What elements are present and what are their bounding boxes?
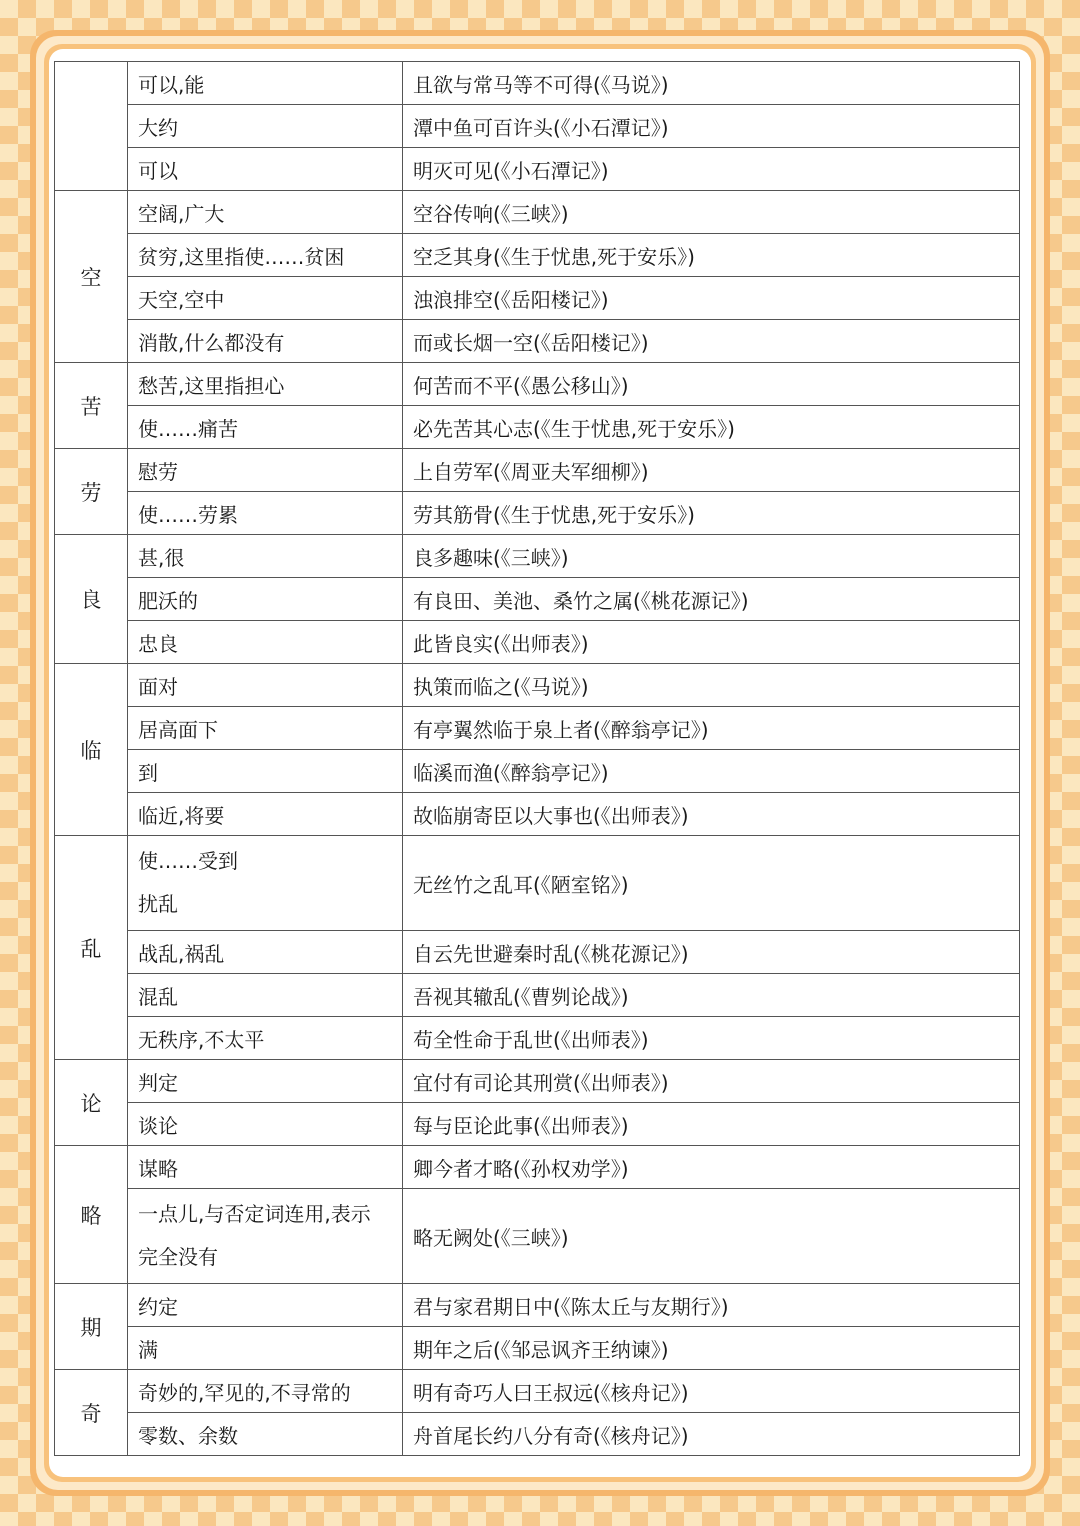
- headword-cell: 期: [55, 1284, 128, 1370]
- table-row: [55, 1413, 1020, 1456]
- table-row: [55, 449, 1020, 492]
- example-cell: 略无阙处(《三峡》): [403, 1189, 1020, 1284]
- meaning-text: 混乱: [138, 984, 178, 1009]
- table-row: [55, 1017, 1020, 1060]
- meaning-text: 忠良: [138, 631, 178, 656]
- meaning-cell: [128, 492, 403, 535]
- table-row: [55, 191, 1020, 234]
- meaning-text: 消散,什么都没有: [138, 330, 285, 355]
- table-row: [55, 750, 1020, 793]
- table-row: [55, 1327, 1020, 1370]
- meaning-cell: [128, 1370, 403, 1413]
- example-cell: 无丝竹之乱耳(《陋室铭》): [403, 836, 1020, 931]
- table-row: [55, 1370, 1020, 1413]
- meaning-text: 愁苦,这里指担心: [138, 373, 285, 398]
- meaning-text: 可以: [138, 158, 178, 183]
- table-row: [55, 277, 1020, 320]
- table-row: [55, 148, 1020, 191]
- headword-cell: 论: [55, 1060, 128, 1146]
- vocab-table-body: [55, 62, 1020, 1456]
- meaning-cell: [128, 1284, 403, 1327]
- example-cell: 吾视其辙乱(《曹刿论战》): [403, 974, 1020, 1017]
- meaning-cell: [128, 1060, 403, 1103]
- example-cell: 此皆良实(《出师表》): [403, 621, 1020, 664]
- meaning-text: 可以,能: [138, 72, 205, 97]
- meaning-text: 甚,很: [138, 545, 185, 570]
- example-cell: 而或长烟一空(《岳阳楼记》): [403, 320, 1020, 363]
- meaning-cell: [128, 1017, 403, 1060]
- table-row: [55, 62, 1020, 105]
- example-cell: 每与臣论此事(《出师表》): [403, 1103, 1020, 1146]
- headword-cell: 奇: [55, 1370, 128, 1456]
- example-cell: 必先苦其心志(《生于忧患,死于安乐》): [403, 406, 1020, 449]
- headword-cell: 苦: [55, 363, 128, 449]
- example-cell: 执策而临之(《马说》): [403, 664, 1020, 707]
- example-cell: 有良田、美池、桑竹之属(《桃花源记》): [403, 578, 1020, 621]
- table-row: [55, 1060, 1020, 1103]
- table-row: [55, 492, 1020, 535]
- headword-cell: 临: [55, 664, 128, 836]
- table-row: [55, 578, 1020, 621]
- meaning-cell: [128, 1189, 403, 1284]
- example-cell: 故临崩寄臣以大事也(《出师表》): [403, 793, 1020, 836]
- example-cell: 上自劳军(《周亚夫军细柳》): [403, 449, 1020, 492]
- meaning-cell: [128, 191, 403, 234]
- meaning-text: 谋略: [138, 1156, 178, 1181]
- meaning-cell: [128, 535, 403, 578]
- meaning-text: 约定: [138, 1294, 178, 1319]
- example-cell: 舟首尾长约八分有奇(《核舟记》): [403, 1413, 1020, 1456]
- meaning-cell: [128, 1327, 403, 1370]
- table-row: [55, 931, 1020, 974]
- meaning-cell: [128, 664, 403, 707]
- example-cell: 明有奇巧人曰王叔远(《核舟记》): [403, 1370, 1020, 1413]
- table-row: [55, 836, 1020, 931]
- example-cell: 苟全性命于乱世(《出师表》): [403, 1017, 1020, 1060]
- example-cell: 君与家君期日中(《陈太丘与友期行》): [403, 1284, 1020, 1327]
- meaning-text: 零数、余数: [138, 1423, 238, 1448]
- table-row: [55, 1146, 1020, 1189]
- table-row: [55, 1284, 1020, 1327]
- meaning-cell: [128, 406, 403, 449]
- meaning-text: 居高面下: [138, 717, 218, 742]
- meaning-text: 无秩序,不太平: [138, 1027, 265, 1052]
- meaning-text: 使……劳累: [138, 502, 238, 527]
- meaning-cell: [128, 750, 403, 793]
- table-row: [55, 707, 1020, 750]
- meaning-cell: [128, 1103, 403, 1146]
- table-row: [55, 105, 1020, 148]
- meaning-cell: [128, 62, 403, 105]
- meaning-cell: [128, 234, 403, 277]
- meaning-cell: [128, 707, 403, 750]
- meaning-cell: [128, 578, 403, 621]
- table-row: [55, 621, 1020, 664]
- meaning-text: 贫穷,这里指使……贫困: [138, 244, 345, 269]
- headword-cell: 略: [55, 1146, 128, 1284]
- meaning-cell: [128, 105, 403, 148]
- meaning-text: 空阔,广大: [138, 201, 225, 226]
- headword-cell: 劳: [55, 449, 128, 535]
- example-cell: 劳其筋骨(《生于忧患,死于安乐》): [403, 492, 1020, 535]
- example-cell: 有亭翼然临于泉上者(《醉翁亭记》): [403, 707, 1020, 750]
- table-row: [55, 234, 1020, 277]
- meaning-text: 使……受到: [138, 849, 238, 873]
- meaning-cell: [128, 1413, 403, 1456]
- table-row: [55, 974, 1020, 1017]
- table-row: [55, 535, 1020, 578]
- example-cell: 明灭可见(《小石潭记》): [403, 148, 1020, 191]
- meaning-cell: [128, 363, 403, 406]
- table-row: [55, 320, 1020, 363]
- table-row: [55, 406, 1020, 449]
- example-cell: 临溪而渔(《醉翁亭记》): [403, 750, 1020, 793]
- meaning-cell: [128, 1146, 403, 1189]
- meaning-cell: [128, 148, 403, 191]
- example-cell: 卿今者才略(《孙权劝学》): [403, 1146, 1020, 1189]
- table-row: [55, 664, 1020, 707]
- headword-cell: 乱: [55, 836, 128, 1060]
- example-cell: 自云先世避秦时乱(《桃花源记》): [403, 931, 1020, 974]
- meaning-text: 面对: [138, 674, 178, 699]
- table-row: [55, 1189, 1020, 1284]
- meaning-text: 临近,将要: [138, 803, 225, 828]
- meaning-text: 奇妙的,罕见的,不寻常的: [138, 1380, 351, 1405]
- vocab-table: [54, 61, 1020, 1456]
- example-cell: 且欲与常马等不可得(《马说》): [403, 62, 1020, 105]
- example-cell: 良多趣味(《三峡》): [403, 535, 1020, 578]
- meaning-cell: [128, 621, 403, 664]
- table-row: [55, 793, 1020, 836]
- meaning-text: 肥沃的: [138, 588, 198, 613]
- meaning-cell: [128, 793, 403, 836]
- meaning-text: 一点儿,与否定词连用,表示: [138, 1202, 371, 1226]
- meaning-text: 战乱,祸乱: [138, 941, 225, 966]
- example-cell: 浊浪排空(《岳阳楼记》): [403, 277, 1020, 320]
- headword-cell: [55, 62, 128, 191]
- headword-cell: 良: [55, 535, 128, 664]
- meaning-cell: [128, 277, 403, 320]
- example-cell: 何苦而不平(《愚公移山》): [403, 363, 1020, 406]
- example-cell: 空谷传响(《三峡》): [403, 191, 1020, 234]
- meaning-text: 判定: [138, 1070, 178, 1095]
- meaning-text: 使……痛苦: [138, 416, 238, 441]
- meaning-cell: [128, 449, 403, 492]
- meaning-cell: [128, 836, 403, 931]
- table-row: [55, 363, 1020, 406]
- headword-cell: 空: [55, 191, 128, 363]
- meaning-cell: [128, 320, 403, 363]
- example-cell: 期年之后(《邹忌讽齐王纳谏》): [403, 1327, 1020, 1370]
- meaning-cell: [128, 974, 403, 1017]
- meaning-text: 大约: [138, 115, 178, 140]
- example-cell: 潭中鱼可百许头(《小石潭记》): [403, 105, 1020, 148]
- example-cell: 宜付有司论其刑赏(《出师表》): [403, 1060, 1020, 1103]
- example-cell: 空乏其身(《生于忧患,死于安乐》): [403, 234, 1020, 277]
- meaning-text: 到: [138, 760, 158, 785]
- meaning-text: 谈论: [138, 1113, 178, 1138]
- meaning-text: 扰乱: [138, 892, 178, 916]
- meaning-text: 完全没有: [138, 1245, 218, 1269]
- meaning-text: 天空,空中: [138, 287, 225, 312]
- meaning-text: 慰劳: [138, 459, 178, 484]
- table-row: [55, 1103, 1020, 1146]
- meaning-cell: [128, 931, 403, 974]
- meaning-text: 满: [138, 1337, 158, 1362]
